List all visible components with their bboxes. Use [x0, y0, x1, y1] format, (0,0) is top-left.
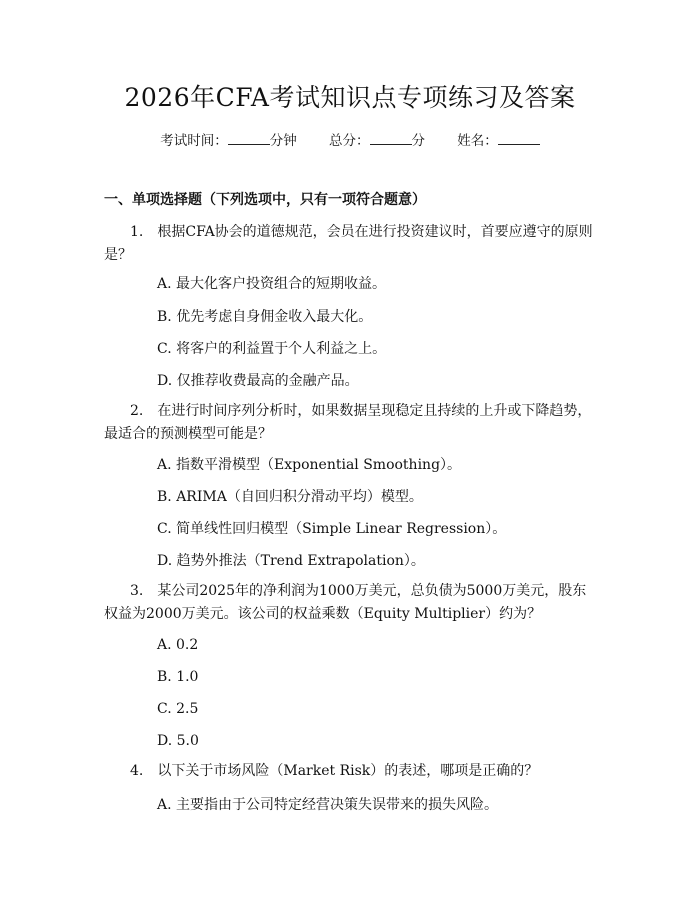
name-blank — [498, 131, 540, 145]
total-score-field — [329, 133, 429, 149]
question-2-option-c: C. 简单线性回归模型（Simple Linear Regression）。 — [157, 521, 507, 537]
question-1-option-b: B. 优先考虑自身佣金收入最大化。 — [157, 309, 373, 325]
question-2: 2. 在进行时间序列分析时，如果数据呈现稳定且持续的上升或下降趋势，最适合的预测模型可能是？ — [104, 403, 592, 442]
question-2-option-b: B. ARIMA（自回归积分滑动平均）模型。 — [157, 489, 423, 505]
section-heading: 一、单项选择题（下列选项中，只有一项符合题意） — [104, 192, 426, 208]
exam-info-line — [0, 131, 700, 151]
question-3-option-d: D. 5.0 — [157, 733, 199, 749]
question-3: 3. 某公司2025年的净利润为1000万美元，总负债为5000万美元，股东权益为2000万美元。该公司的权益乘数（Equity Multiplier）约为？ — [104, 583, 587, 622]
question-3-option-a: A. 0.2 — [157, 637, 199, 653]
question-3-option-b: B. 1.0 — [157, 669, 199, 685]
total-score-label: 总分： — [329, 133, 370, 149]
question-4-option-a: A. 主要指由于公司特定经营决策失误带来的损失风险。 — [157, 797, 499, 813]
exam-time-unit: 分钟 — [269, 133, 297, 149]
name-field — [457, 133, 540, 149]
question-1: 1. 根据CFA协会的道德规范，会员在进行投资建议时，首要应遵守的原则是？ — [104, 224, 593, 263]
question-2-option-d: D. 趋势外推法（Trend Extrapolation）。 — [157, 553, 425, 569]
total-score-unit: 分 — [411, 133, 425, 149]
question-3-option-c: C. 2.5 — [157, 701, 199, 717]
total-score-blank — [370, 131, 412, 145]
question-1-option-a: A. 最大化客户投资组合的短期收益。 — [157, 276, 387, 292]
exam-time-field — [160, 133, 301, 149]
question-1-option-d: D. 仅推荐收费最高的金融产品。 — [157, 373, 359, 389]
name-label: 姓名： — [457, 133, 498, 149]
question-1-option-c: C. 将客户的利益置于个人利益之上。 — [157, 341, 387, 357]
exam-time-label: 考试时间： — [160, 133, 228, 149]
question-4: 4. 以下关于市场风险（Market Risk）的表述，哪项是正确的？ — [130, 763, 539, 779]
exam-time-blank — [228, 131, 270, 145]
question-2-option-a: A. 指数平滑模型（Exponential Smoothing）。 — [157, 457, 462, 473]
page-title: 2026年CFA考试知识点专项练习及答案 — [124, 83, 576, 112]
